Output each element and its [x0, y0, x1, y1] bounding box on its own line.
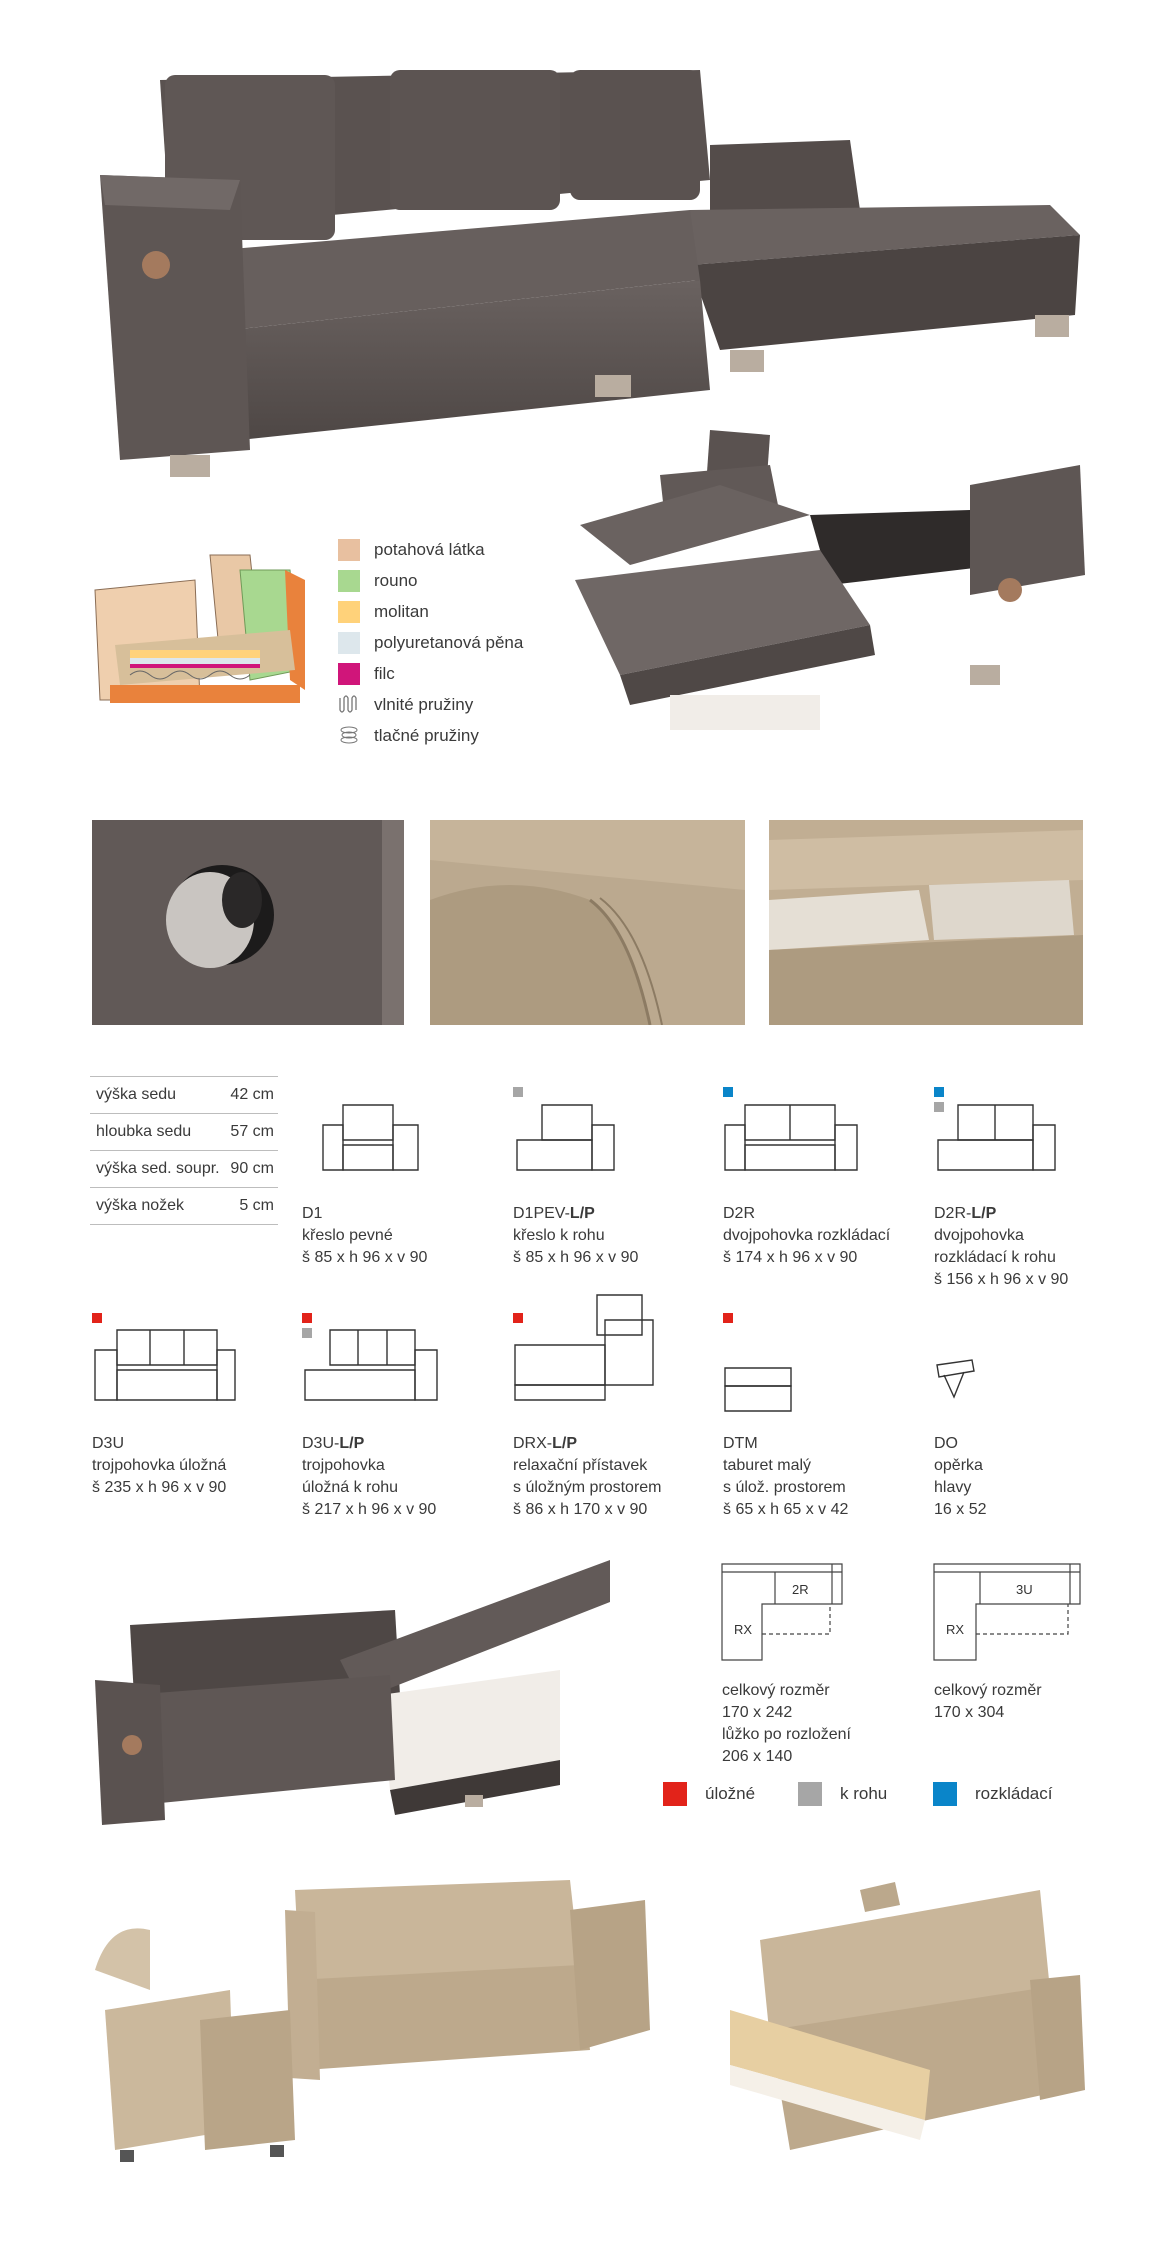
- storage-chaise-photo: [90, 1560, 610, 1840]
- module-code: D1PEV-L/P: [513, 1205, 595, 1222]
- layout-plan-rx-2r: [720, 1562, 845, 1662]
- layout-line: 170 x 304: [934, 1704, 1005, 1721]
- legend-item-coil-springs: [338, 725, 479, 747]
- coil-spring-icon: [338, 725, 360, 747]
- storage-marker: [723, 1313, 733, 1323]
- module-d2r: [723, 1203, 890, 1269]
- dimension-value: 42 cm: [230, 1086, 274, 1103]
- module-size: š 85 x h 96 x v 90: [302, 1249, 428, 1266]
- fabric-swatch: [338, 539, 360, 561]
- sofabed-marker: [934, 1087, 944, 1097]
- foam-swatch: [338, 601, 360, 623]
- module-size: š 86 x h 170 x v 90: [513, 1501, 648, 1518]
- legend-label: filc: [374, 664, 395, 683]
- corner-marker: [934, 1102, 944, 1112]
- key-sofabed: [933, 1782, 1052, 1806]
- layout-2-text: [934, 1680, 1042, 1724]
- legend-item-fleece: [338, 570, 417, 592]
- sofabed-marker: [723, 1087, 733, 1097]
- module-size: š 156 x h 96 x v 90: [934, 1271, 1069, 1288]
- module-size: š 217 x h 96 x v 90: [302, 1501, 437, 1518]
- dimension-row: [90, 1150, 278, 1187]
- armchair-corner-d1pev-icon: [512, 1095, 622, 1185]
- legend-item-pu-foam: [338, 632, 523, 654]
- layout-plan-rx-3u: [932, 1562, 1082, 1662]
- module-code: D1: [302, 1205, 323, 1222]
- layout-line: lůžko po rozložení: [722, 1726, 851, 1743]
- cushion-cross-section-diagram: [90, 550, 310, 710]
- legend-label: potahová látka: [374, 540, 485, 559]
- module-size: 16 x 52: [934, 1501, 987, 1518]
- module-desc2: úložná k rohu: [302, 1479, 399, 1496]
- dimension-label: výška nožek: [96, 1197, 185, 1214]
- pu-foam-swatch: [338, 632, 360, 654]
- storage-key-swatch: [663, 1782, 687, 1806]
- module-code: D3U: [92, 1435, 125, 1452]
- module-desc: dvojpohovka rozkládací: [723, 1227, 891, 1244]
- detail-cupholder-photo: [92, 820, 404, 1025]
- dimension-value: 5 cm: [239, 1197, 274, 1214]
- module-d3u-lp: [302, 1433, 436, 1521]
- corner-key-swatch: [798, 1782, 822, 1806]
- legend-label: polyuretanová pěna: [374, 633, 524, 652]
- key-label: k rohu: [840, 1784, 888, 1803]
- module-desc: trojpohovka: [302, 1457, 385, 1474]
- dimension-row: [90, 1187, 278, 1225]
- module-desc2: rozkládací k rohu: [934, 1249, 1056, 1266]
- module-desc: relaxační přístavek: [513, 1457, 648, 1474]
- dimension-label: výška sedu: [96, 1086, 177, 1103]
- module-desc: křeslo k rohu: [513, 1227, 605, 1244]
- module-desc: taburet malý: [723, 1457, 812, 1474]
- module-desc2: s úložným prostorem: [513, 1479, 662, 1496]
- dimension-row: [90, 1076, 278, 1113]
- module-code: D2R: [723, 1205, 756, 1222]
- module-desc: dvojpohovka: [934, 1227, 1024, 1244]
- legend-label: vlnité pružiny: [374, 695, 474, 714]
- module-code: DO: [934, 1435, 958, 1452]
- legend-item-felt: [338, 663, 395, 685]
- module-code: DTM: [723, 1435, 758, 1452]
- plan-label-a: RX: [734, 1622, 753, 1637]
- dimensions-table: [90, 1076, 278, 1225]
- module-d3u: [92, 1433, 226, 1499]
- legend-item-fabric: [338, 539, 485, 561]
- module-code: D2R-L/P: [934, 1205, 997, 1222]
- sofa-d3u-icon: [92, 1320, 237, 1415]
- legend-item-wave-springs: [338, 694, 473, 716]
- key-storage: [663, 1782, 755, 1806]
- module-size: š 174 x h 96 x v 90: [723, 1249, 858, 1266]
- sofabed-key-swatch: [933, 1782, 957, 1806]
- dimension-value: 90 cm: [230, 1160, 274, 1177]
- dimension-label: výška sed. soupr.: [96, 1160, 220, 1177]
- sofa-d2r-icon: [720, 1095, 860, 1185]
- module-d1pev: [513, 1203, 638, 1269]
- module-size: š 65 x h 65 x v 42: [723, 1501, 849, 1518]
- key-corner: [798, 1782, 887, 1806]
- module-size: š 235 x h 96 x v 90: [92, 1479, 227, 1496]
- sofa-corner-d3u-icon: [302, 1320, 442, 1415]
- wave-spring-icon: [338, 694, 360, 716]
- layout-line: 206 x 140: [722, 1748, 793, 1765]
- module-desc2: hlavy: [934, 1479, 972, 1496]
- ottoman-dtm-icon: [722, 1360, 797, 1420]
- layout-1-text: [722, 1680, 851, 1768]
- module-code: D3U-L/P: [302, 1435, 365, 1452]
- armchair-d1-icon: [318, 1095, 428, 1185]
- module-drx-lp: [513, 1433, 662, 1521]
- dimension-label: hloubka sedu: [96, 1123, 192, 1140]
- legend-label: molitan: [374, 602, 429, 621]
- module-do: [934, 1433, 986, 1521]
- module-desc: opěrka: [934, 1457, 983, 1474]
- module-desc2: s úlož. prostorem: [723, 1479, 846, 1496]
- plan-label-b: 3U: [1016, 1582, 1033, 1597]
- module-dtm: [723, 1433, 848, 1521]
- chaise-drx-icon: [512, 1290, 662, 1415]
- plan-label-a: RX: [946, 1622, 965, 1637]
- hero-corner-sofa-photo: [90, 60, 1090, 480]
- layout-line: celkový rozměr: [722, 1682, 830, 1699]
- module-d2r-lp: [934, 1203, 1068, 1291]
- layout-line: 170 x 242: [722, 1704, 793, 1721]
- module-code: DRX-L/P: [513, 1435, 577, 1452]
- legend-item-foam: [338, 601, 429, 623]
- beige-armchair-sofa-photo: [80, 1850, 660, 2180]
- fleece-swatch: [338, 570, 360, 592]
- key-label: úložné: [705, 1784, 756, 1803]
- beige-sofa-drawer-photo: [730, 1860, 1090, 2180]
- module-desc: křeslo pevné: [302, 1227, 393, 1244]
- corner-marker: [513, 1087, 523, 1097]
- sofa-bed-open-photo: [570, 425, 1090, 795]
- key-label: rozkládací: [975, 1784, 1053, 1803]
- dimension-row: [90, 1113, 278, 1150]
- dimension-value: 57 cm: [230, 1123, 274, 1140]
- felt-swatch: [338, 663, 360, 685]
- module-desc: trojpohovka úložná: [92, 1457, 227, 1474]
- detail-seat-cushions-photo: [769, 820, 1083, 1025]
- legend-label: rouno: [374, 571, 418, 590]
- layout-line: celkový rozměr: [934, 1682, 1042, 1699]
- detail-stitching-photo: [430, 820, 745, 1025]
- sofa-corner-d2r-icon: [933, 1095, 1063, 1185]
- legend-label: tlačné pružiny: [374, 726, 479, 745]
- headrest-do-icon: [932, 1357, 982, 1402]
- plan-label-b: 2R: [792, 1582, 809, 1597]
- module-size: š 85 x h 96 x v 90: [513, 1249, 639, 1266]
- module-d1: [302, 1203, 427, 1269]
